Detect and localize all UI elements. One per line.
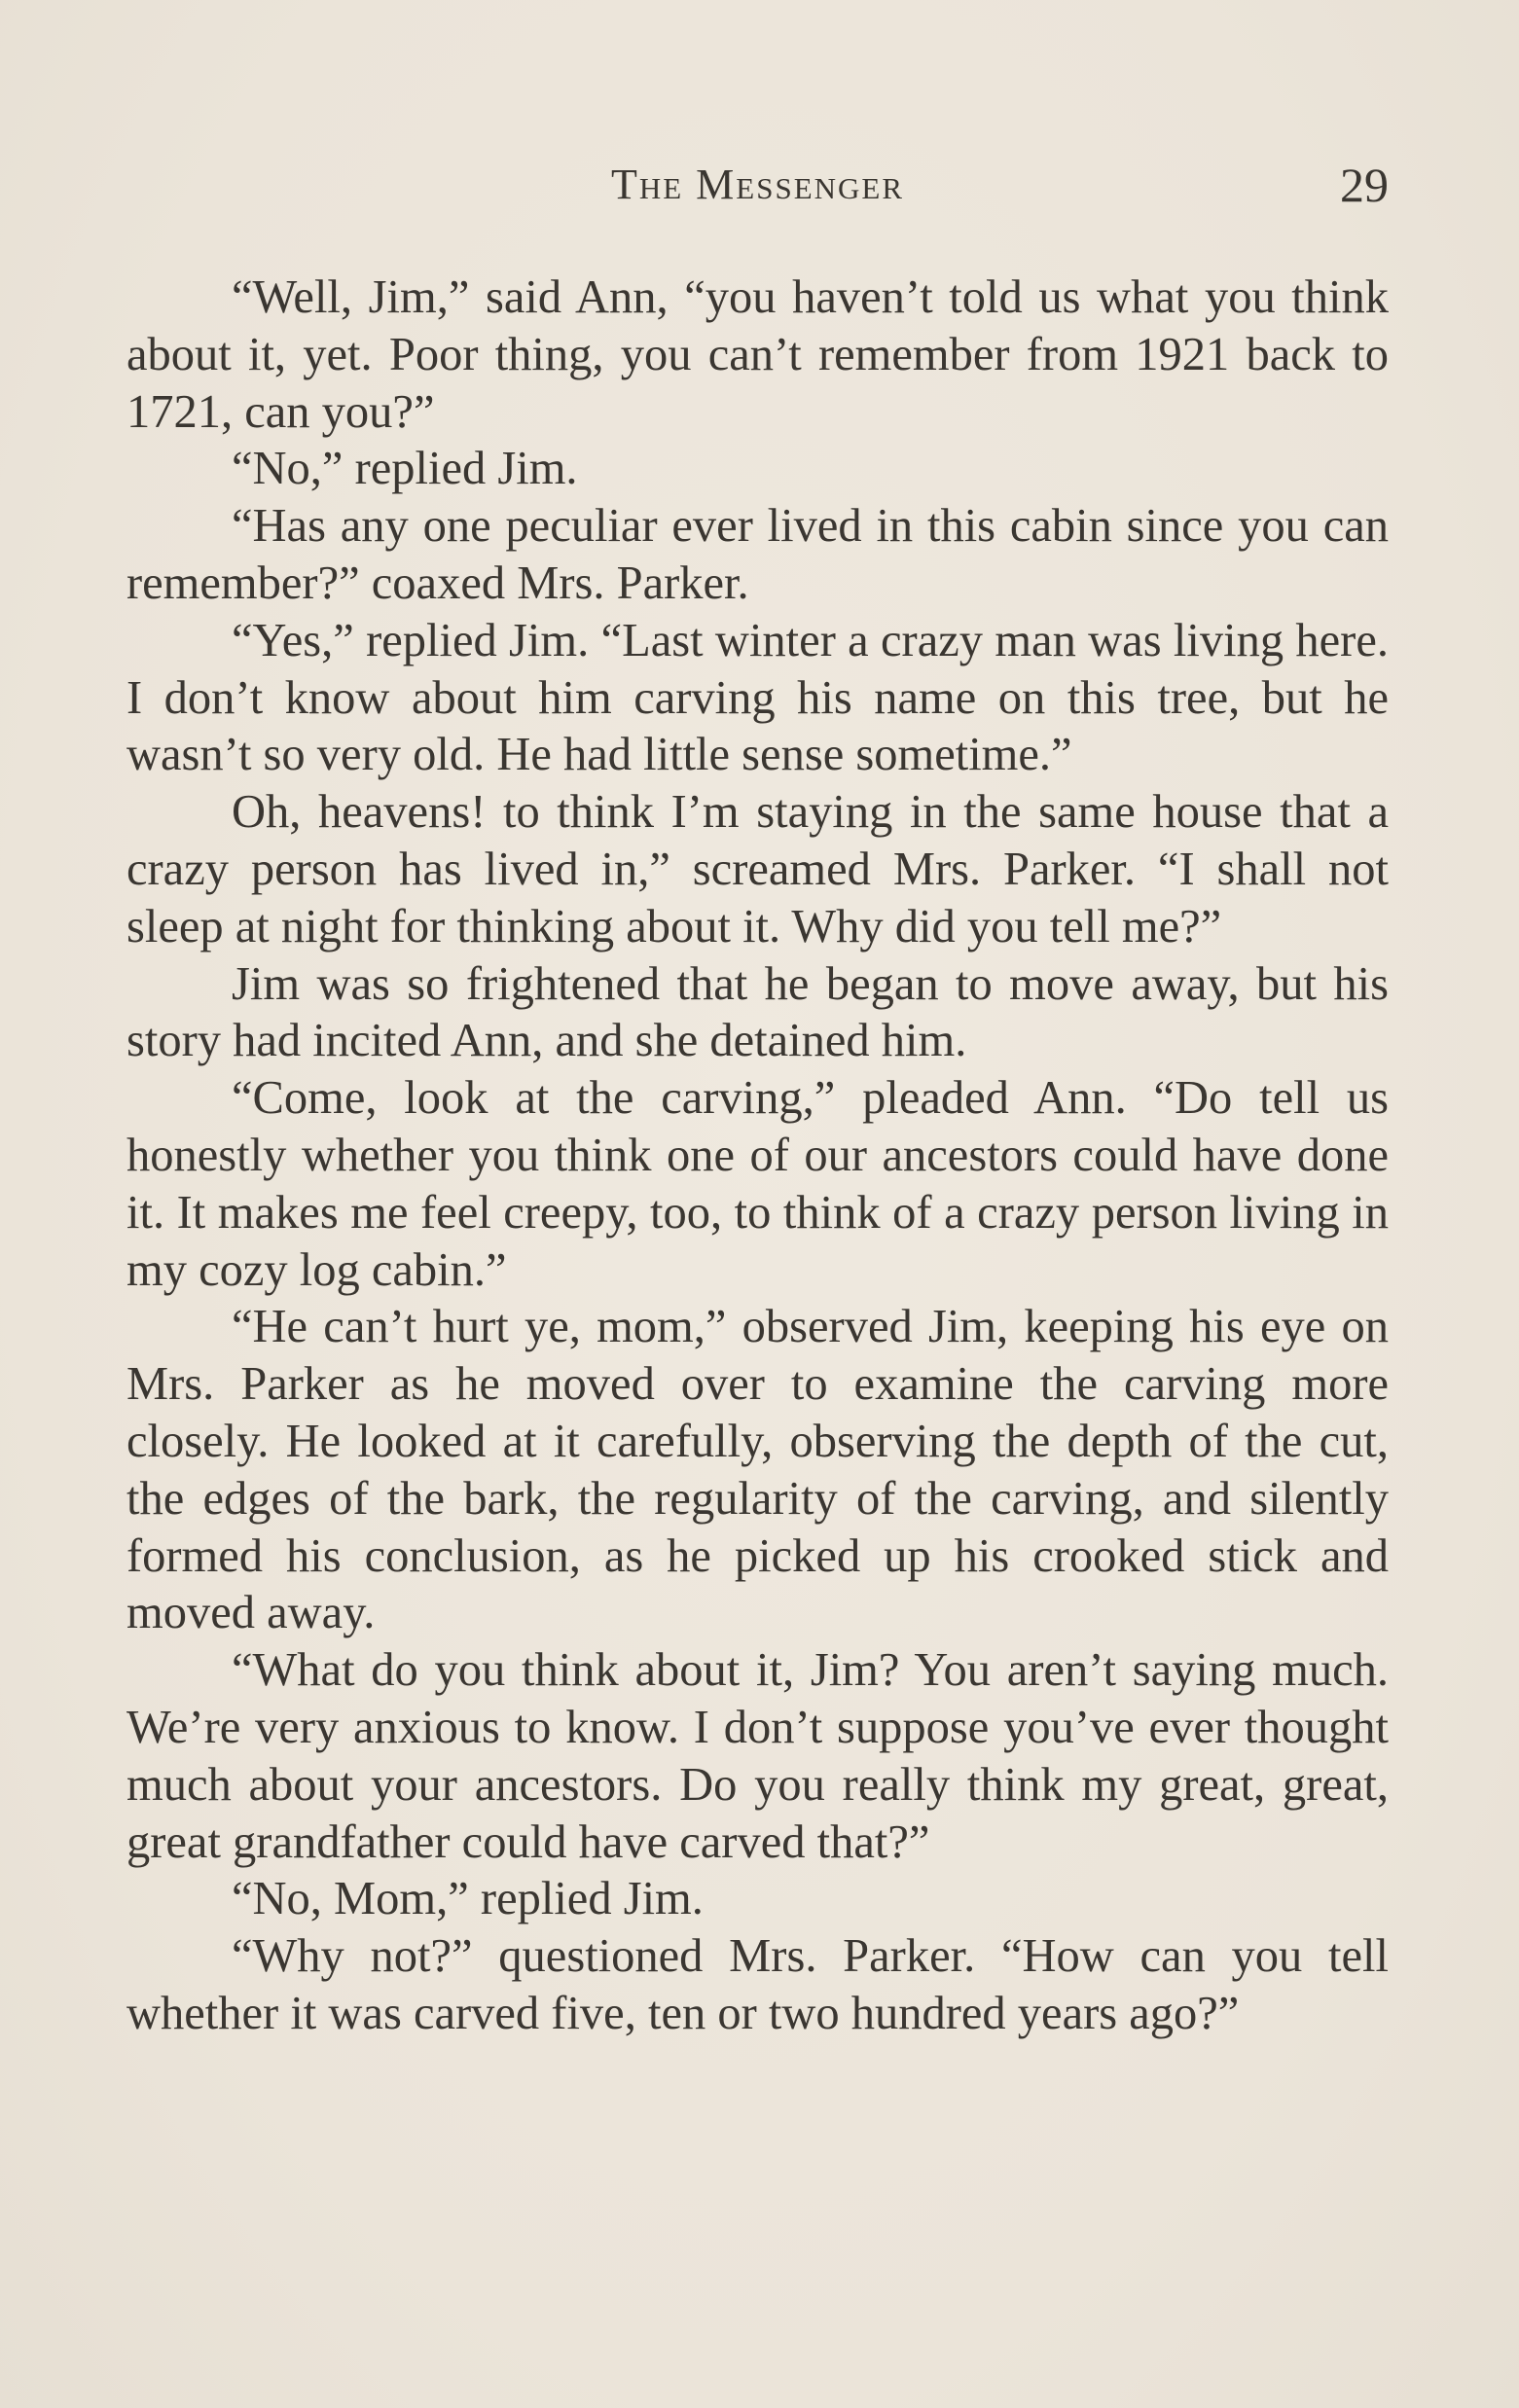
paragraph: “What do you think about it, Jim? You aren’t saying much. We’re very anxious to know. I don’t suppose you’ve ever thought much about your ancestors. Do you really think my great, great, great grandfather could have carved that?” [127, 1644, 1389, 1868]
paragraph: Jim was so frightened that he began to move away, but his story had incited Ann, and she detained him. [127, 957, 1389, 1067]
paragraph: “He can’t hurt ye, mom,” observed Jim, keeping his eye on Mrs. Parker as he moved over to examine the carving more closely. He looked at it carefully, observing the depth of the cut, the edges of the bark, the regularity of the carving, and silently formed his conclusion, as he picked up his crooked stick and moved away. [127, 1301, 1389, 1639]
body-text [127, 270, 1389, 2043]
paragraph: “Come, look at the carving,” pleaded Ann. “Do tell us honestly whether you think one of our ancestors could have done it. It makes me feel creepy, too, to think of a crazy person living in my cozy log cabin.” [127, 1072, 1389, 1296]
paragraph: “Why not?” questioned Mrs. Parker. “How can you tell whether it was carved five, ten or two hundred years ago?” [127, 1930, 1389, 2039]
paragraph: “Has any one peculiar ever lived in this cabin since you can remember?” coaxed Mrs. Parker. [127, 500, 1389, 609]
paragraph: “No, Mom,” replied Jim. [232, 1873, 704, 1925]
paragraph: “Yes,” replied Jim. “Last winter a crazy man was living here. I don’t know about him carving his name on this tree, but he wasn’t so very old. He had little sense sometime.” [127, 614, 1389, 781]
running-head [127, 156, 1389, 214]
page-number: 29 [1340, 158, 1389, 212]
paragraph: Oh, heavens! to think I’m staying in the same house that a crazy person has lived in,” screamed Mrs. Parker. “I shall not sleep at night for thinking about it. Why did you tell me?” [127, 786, 1389, 952]
paragraph: “No,” replied Jim. [232, 443, 578, 495]
paragraph: “Well, Jim,” said Ann, “you haven’t told us what you think about it, yet. Poor thing, you can’t remember from 1921 back to 1721, can you?” [127, 271, 1389, 438]
running-title: The Messenger [610, 161, 905, 208]
